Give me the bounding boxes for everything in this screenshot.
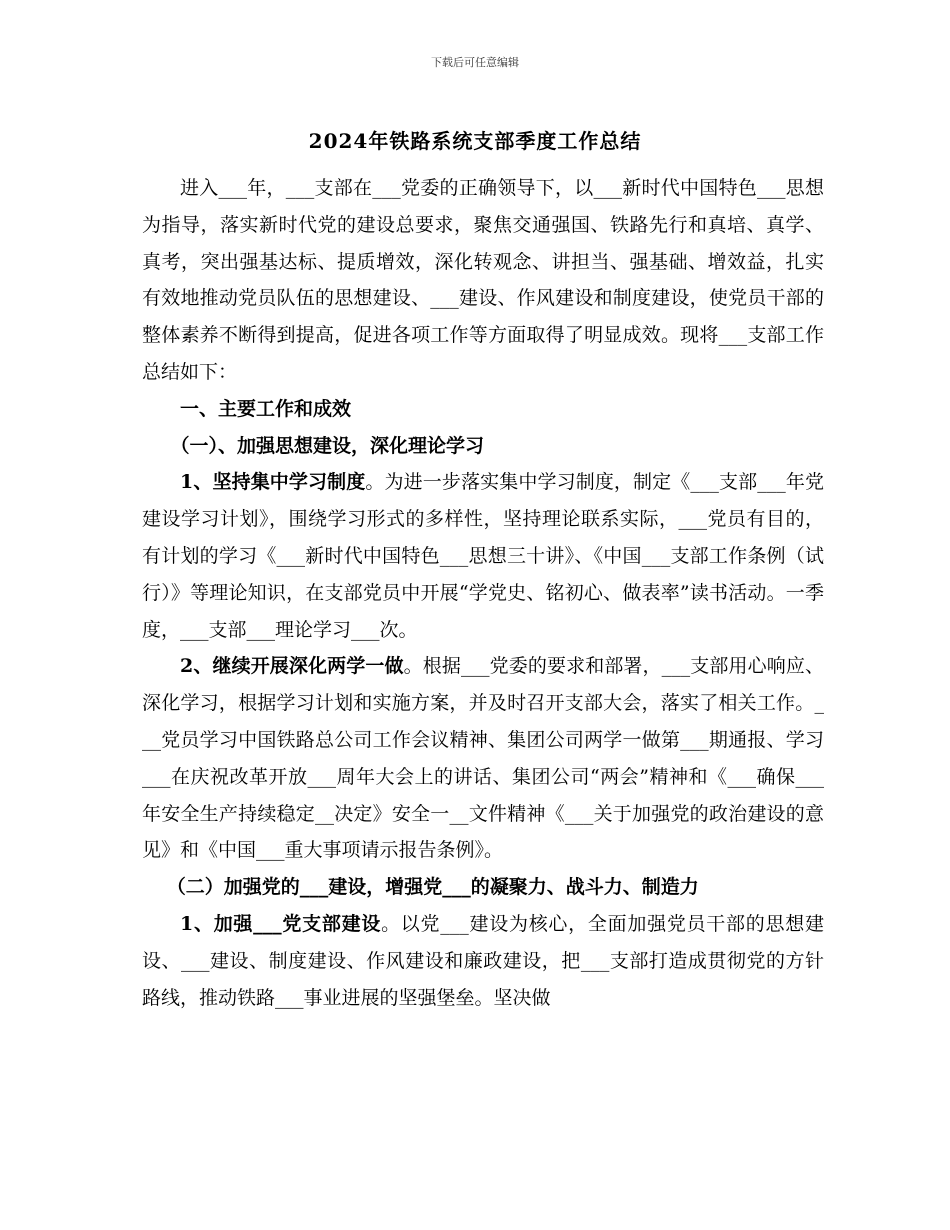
document-body: [142, 170, 824, 1016]
intro-paragraph: 进入___年，___支部在___党委的正确领导下，以___新时代中国特色___思想为指导，落实新时代党的建设总要求，聚焦交通强国、铁路先行和真培、真学、真考，突出强基达标、提质增效，深化转观念、讲担当、强基础、增效益，扎实有效地推动党员队伍的思想建设、___建设、作风建设和制度建设，使党员干部的整体素养不断得到提高，促进各项工作等方面取得了明显成效。现将___支部工作总结如下：: [142, 177, 824, 383]
item-text-2: 。根据___党委的要求和部署，___支部用心响应、深化学习，根据学习计划和实施方案，并及时召开支部大会，落实了相关工作。___党员学习中国铁路总公司工作会议精神、集团公司两学一做第___期通报、学习___在庆祝改革开放___周年大会上的讲话、集团公司“两会”精神和《___确保___年安全生产持续稳定__决定》安全一__文件精神《___关于加强党的政治建设的意见》和《中国___重大事项请示报告条例》。: [142, 655, 824, 862]
item-paragraph-1: [142, 464, 824, 648]
item-lead-1: 1、坚持集中学习制度: [180, 471, 366, 494]
item-text-3: 。以党___建设为核心，全面加强党员干部的思想建设、___建设、制度建设、作风建设和廉政建设，把___支部打造成贯彻党的方针路线，推动铁路___事业进展的坚强堡垒。坚决做: [142, 912, 824, 1009]
item-paragraph-2: [142, 648, 824, 869]
item-text-1: 。为进一步落实集中学习制度，制定《___支部___年党建设学习计划》，围绕学习形式的多样性，坚持理论联系实际，___党员有目的，有计划的学习《___新时代中国特色___思想三十讲》、《中国___支部工作条例（试行）》等理论知识，在支部党员中开展“学党史、铭初心、做表率”读书活动。一季度，___支部___理论学习___次。: [142, 471, 824, 641]
subsection-heading-2: （二）加强党的___建设，增强党___的凝聚力、战斗力、制造力: [166, 876, 699, 899]
header-note: 下载后可任意编辑: [431, 56, 519, 69]
item-lead-3: 1、加强___党支部建设: [180, 912, 382, 935]
document-title: 2024年铁路系统支部季度工作总结: [308, 129, 642, 153]
item-paragraph-3: [142, 906, 824, 1016]
section-heading-1: 一、主要工作和成效: [180, 397, 352, 420]
subsection-heading-1: （一）、加强思想建设，深化理论学习: [170, 434, 485, 457]
item-lead-2: 2、继续开展深化两学一做: [180, 655, 404, 678]
